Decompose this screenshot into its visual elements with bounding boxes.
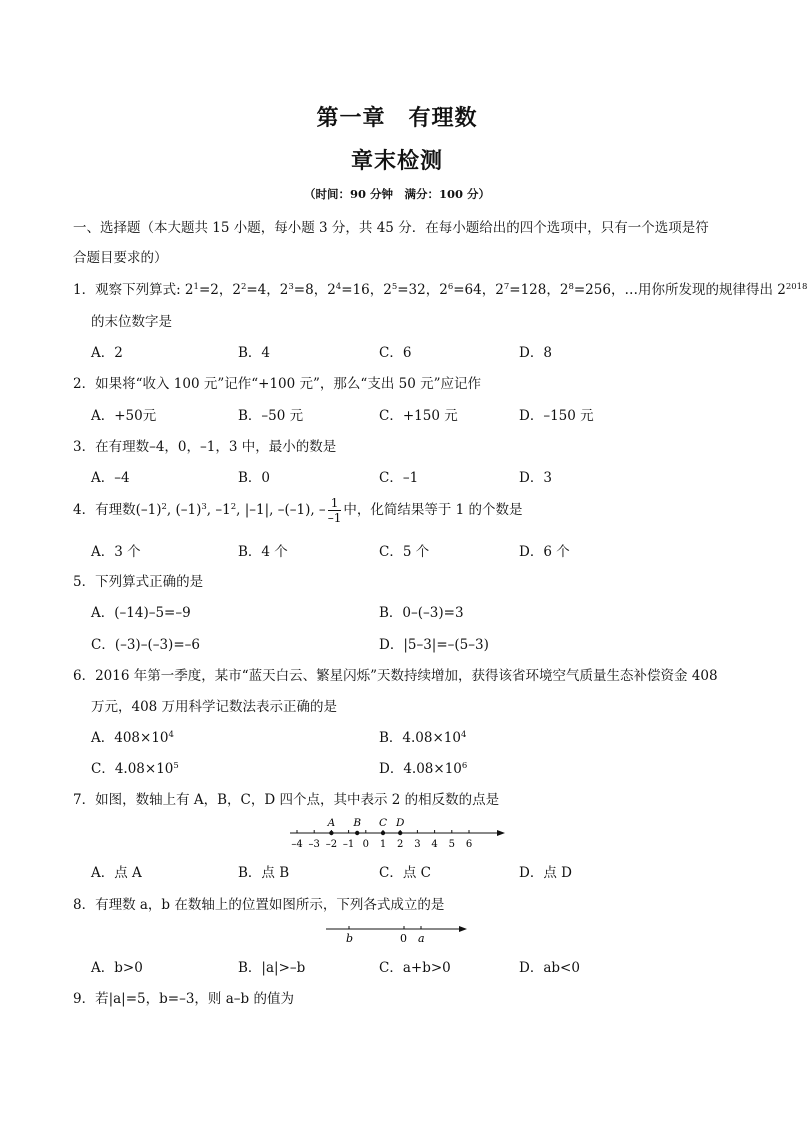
number-line-q7 [285, 816, 510, 852]
q1-option-b[interactable]: B．4 [238, 345, 271, 361]
axis-arrow-icon [497, 830, 505, 836]
q6-option-d[interactable]: D．$4.08\times 10^6$ [379, 761, 468, 777]
q2-option-a[interactable]: A．+50元 [91, 408, 157, 424]
question-2-stem: 2．如果将“收入 100 元”记作“+100 元”，那么“支出 50 元”应记作 [73, 376, 481, 392]
question-1-stem-line2: 的末位数字是 [91, 314, 172, 330]
q4-option-b[interactable]: B．4 个 [238, 544, 288, 560]
label-a: a [418, 932, 425, 945]
q5-option-b[interactable]: B．0–(–3)=3 [379, 605, 464, 621]
q3-option-c[interactable]: C．–1 [379, 470, 419, 486]
tick-label: 2 [397, 839, 404, 850]
tick-label: 5 [448, 839, 455, 850]
question-6-stem-line1: 6．2016 年第一季度，某市“蓝天白云、繁星闪烁”天数持续增加，获得该省环境空气质量生态补偿资金 408 [73, 668, 718, 684]
q6-option-c[interactable]: C．$4.08\times 10^5$ [91, 761, 179, 777]
fraction: $\frac{1}{-1}$ [327, 496, 342, 525]
number-line-q8 [322, 920, 472, 946]
q7-option-c[interactable]: C．点 C [379, 865, 431, 881]
tick-label: –3 [308, 839, 320, 850]
section-heading-line2: 合题目要求的） [73, 250, 168, 266]
q1-option-c[interactable]: C．6 [379, 345, 412, 361]
point-label-d: D [395, 817, 405, 829]
q5-option-d[interactable]: D．|5–3|=–(5–3) [379, 637, 489, 653]
point-b [355, 831, 359, 835]
q6-option-b[interactable]: B．$4.08\times 10^4$ [379, 730, 467, 746]
axis-arrow-icon [459, 926, 467, 932]
q8-option-b[interactable]: B．|a|>–b [238, 960, 306, 976]
q5-option-c[interactable]: C．(–3)–(–3)=–6 [91, 637, 200, 653]
question-7-stem: 7．如图，数轴上有 A，B，C，D 四个点，其中表示 2 的相反数的点是 [73, 792, 500, 808]
question-4-stem: 4．有理数$(-1)^2$, $(-1)^3$, $-1^2$, |–1|, –(–1), – $\frac{1}{-1}$ 中，化简结果等于 1 的个数是 [73, 496, 523, 525]
q6-option-a[interactable]: A．$408\times 10^4$ [91, 730, 174, 746]
point-label-c: C [378, 817, 388, 829]
q4-option-c[interactable]: C．5 个 [379, 544, 430, 560]
question-1-stem: 1．观察下列算式: $2^1=2$，$2^2=4$，$2^3=8$，$2^4=16$，$2^5=32$，$2^6=64$，$2^7=128$，$2^8=256$，…用你所发现的规律得出 $2^{2018}$ [73, 282, 807, 298]
label-zero: 0 [400, 932, 407, 945]
question-5-stem: 5．下列算式正确的是 [73, 574, 204, 590]
q5-option-a[interactable]: A．(–14)–5=–9 [91, 605, 191, 621]
question-3-stem: 3．在有理数–4，0，–1，3 中，最小的数是 [73, 439, 337, 455]
question-6-stem-line2: 万元，408 万用科学记数法表示正确的是 [91, 699, 338, 715]
page-subtitle: 章末检测 [350, 149, 443, 174]
q4-option-a[interactable]: A．3 个 [91, 544, 141, 560]
point-label-b: B [353, 817, 362, 829]
point-d [398, 831, 402, 835]
tick-label: 4 [431, 839, 438, 850]
tick-label: 0 [362, 839, 369, 850]
q3-option-d[interactable]: D．3 [519, 470, 552, 486]
tick-label: –4 [291, 839, 303, 850]
label-b: b [346, 932, 354, 945]
q8-option-c[interactable]: C．a+b>0 [379, 960, 451, 976]
q8-option-a[interactable]: A．b>0 [91, 960, 143, 976]
section-heading-line1: 一、选择题（本大题共 15 小题，每小题 3 分，共 45 分．在每小题给出的四个选项中，只有一个选项是符 [73, 220, 709, 236]
q1-option-a[interactable]: A．2 [91, 345, 123, 361]
q2-option-d[interactable]: D．–150 元 [519, 408, 594, 424]
q3-option-a[interactable]: A．–4 [91, 470, 130, 486]
exam-info: （时间：90 分钟 满分：100 分） [303, 187, 490, 201]
point-a [329, 831, 333, 835]
q4-option-d[interactable]: D．6 个 [519, 544, 570, 560]
tick-label: 6 [465, 839, 473, 850]
q7-option-d[interactable]: D．点 D [519, 865, 572, 881]
tick-label: –2 [325, 839, 338, 850]
q8-option-d[interactable]: D．ab<0 [519, 960, 580, 976]
question-9-stem: 9．若|a|=5，b=–3，则 a–b 的值为 [73, 991, 294, 1007]
q2-option-c[interactable]: C．+150 元 [379, 408, 458, 424]
tick-label: 3 [414, 839, 421, 850]
tick-label: 1 [379, 839, 387, 850]
point-label-a: A [327, 817, 336, 829]
tick-label: –1 [342, 839, 355, 850]
q7-option-a[interactable]: A．点 A [91, 865, 142, 881]
q1-option-d[interactable]: D．8 [519, 345, 552, 361]
q7-option-b[interactable]: B．点 B [238, 865, 290, 881]
q2-option-b[interactable]: B．–50 元 [238, 408, 304, 424]
point-c [381, 831, 385, 835]
q3-option-b[interactable]: B．0 [238, 470, 271, 486]
page-title: 第一章 有理数 [316, 106, 478, 131]
question-8-stem: 8．有理数 a，b 在数轴上的位置如图所示，下列各式成立的是 [73, 897, 445, 913]
